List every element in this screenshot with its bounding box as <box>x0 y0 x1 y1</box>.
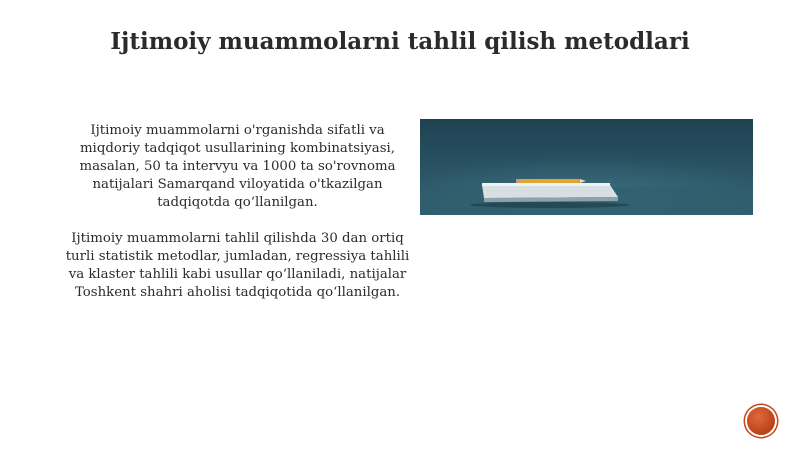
paragraph-2: Ijtimoiy muammolarni tahlil qilishda 30 dan ortiq turli statistik metodlar, jumladan, regressiya tahlili va klaster tahlili kabi usullar qo‘llaniladi, natijalar Toshkent shahri aholisi tadqiqotida qo‘llanilgan. <box>65 231 410 300</box>
paragraph-1: Ijtimoiy muammolarni o'rganishda sifatli va miqdoriy tadqiqot usullarining kombinatsiyasi, masalan, 50 ta intervyu va 1000 ta so'rovnoma natijalari Samarqand viloyatida o'tkazilgan tadqiqotda qo‘llanilgan. <box>79 123 396 210</box>
slide-body <box>60 122 415 320</box>
notebook-pencil-photo-icon <box>420 119 753 215</box>
next-slide-button[interactable] <box>747 407 775 435</box>
slide-title: Ijtimoiy muammolarni tahlil qilish metodlari <box>110 28 690 55</box>
